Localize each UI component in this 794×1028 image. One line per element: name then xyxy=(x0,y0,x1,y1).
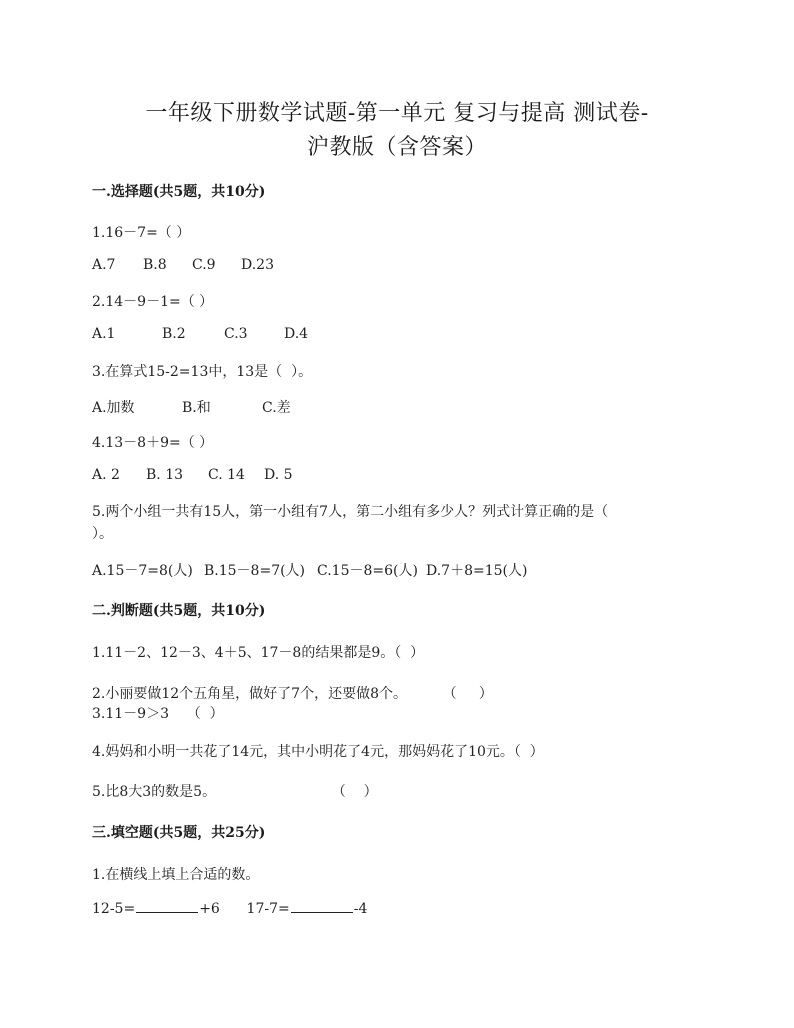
choice-q1-option-d: D.23 xyxy=(241,257,274,273)
judge-question-1: 1.11－2、12－3、4＋5、17－8的结果都是9。（ ） xyxy=(92,645,425,661)
choice-question-5-line2: ）。 xyxy=(92,526,113,542)
choice-question-5-line1: 5.两个小组一共有15人，第一小组有7人，第二小组有多少人？列式计算正确的是（ xyxy=(92,504,609,520)
choice-q3-option-a: A.加数 xyxy=(92,400,135,416)
fill-expr1-right: +6 xyxy=(199,901,220,917)
document-title-line2: 沪教版（含答案） xyxy=(306,135,487,160)
fill-question-1: 1.在横线上填上合适的数。 xyxy=(92,867,260,883)
choice-q1-option-b: B.8 xyxy=(143,257,167,273)
choice-q4-option-b: B. 13 xyxy=(146,467,184,483)
fill-blank-1[interactable] xyxy=(136,900,198,913)
choice-q5-option-c: C.15－8=6(人) xyxy=(317,563,418,579)
judge-question-2: 2.小丽要做12个五角星，做好了7个，还要做8个。 （ ） xyxy=(92,686,493,702)
choice-q2-option-d: D.4 xyxy=(284,326,309,342)
choice-q3-option-c: C.差 xyxy=(262,400,291,416)
section-heading-fill: 三.填空题(共5题，共25分) xyxy=(92,825,266,841)
choice-q5-option-a: A.15－7=8(人) xyxy=(92,563,193,579)
choice-question-2: 2.14－9－1=（ ） xyxy=(92,294,214,310)
choice-q2-option-c: C.3 xyxy=(224,326,248,342)
fill-expr2-right: -4 xyxy=(353,901,368,917)
section-heading-judge: 二.判断题(共5题，共10分) xyxy=(92,603,266,619)
fill-expr2-left: 17-7= xyxy=(246,901,290,917)
choice-q4-option-a: A. 2 xyxy=(92,467,120,483)
fill-blank-2[interactable] xyxy=(291,900,353,913)
judge-question-3: 3.11－9＞3 （ ） xyxy=(92,706,224,722)
choice-q5-option-d: D.7＋8=15(人) xyxy=(426,563,528,579)
choice-q4-option-d: D. 5 xyxy=(264,467,293,483)
fill-expr1-left: 12-5= xyxy=(92,901,136,917)
section-heading-choice: 一.选择题(共5题，共10分) xyxy=(92,184,266,200)
document-title-line1: 一年级下册数学试题-第一单元 复习与提高 测试卷- xyxy=(145,101,649,126)
choice-q2-option-b: B.2 xyxy=(162,326,186,342)
choice-q2-option-a: A.1 xyxy=(92,326,116,342)
choice-q1-option-c: C.9 xyxy=(192,257,216,273)
judge-question-5: 5.比8大3的数是5。 （ ） xyxy=(92,784,378,800)
judge-question-4: 4.妈妈和小明一共花了14元，其中小明花了4元，那妈妈花了10元。（ ） xyxy=(92,744,544,760)
choice-q3-option-b: B.和 xyxy=(182,400,211,416)
fill-question-1-expressions xyxy=(92,900,367,917)
choice-question-4: 4.13－8＋9=（ ） xyxy=(92,435,214,451)
choice-question-3: 3.在算式15-2=13中，13是（ ）。 xyxy=(92,364,313,380)
choice-question-1: 1.16－7=（ ） xyxy=(92,225,191,241)
choice-q4-option-c: C. 14 xyxy=(208,467,245,483)
choice-q5-option-b: B.15－8=7(人) xyxy=(204,563,306,579)
choice-q1-option-a: A.7 xyxy=(92,257,116,273)
